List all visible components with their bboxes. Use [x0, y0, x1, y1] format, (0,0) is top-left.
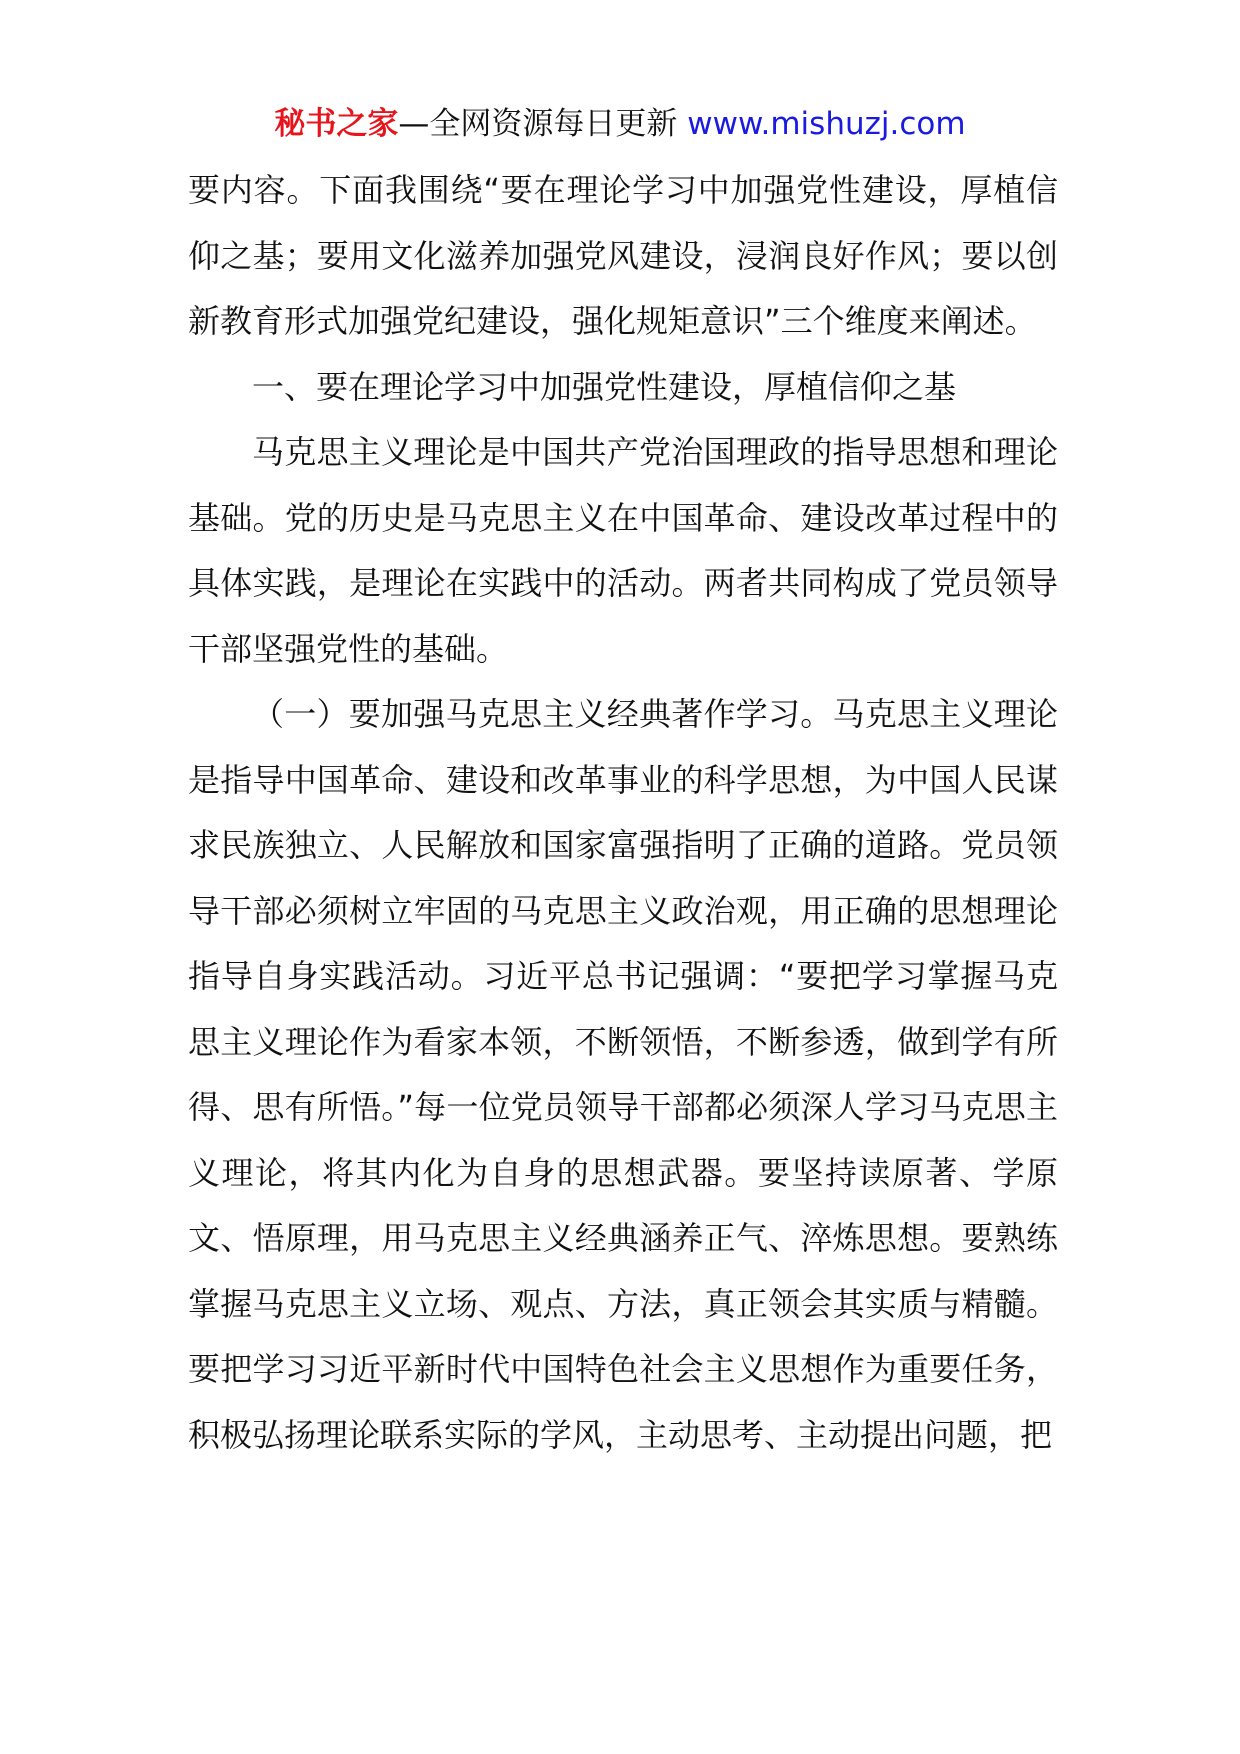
paragraph: （一）要加强马克思主义经典著作学习。马克思主义理论是指导中国革命、建设和改革事业的科学思想，为中国人民谋求民族独立、人民解放和国家富强指明了正确的道路。党员领导干部必须树立牢固的马克思主义政治观，用正确的思想理论指导自身实践活动。习近平总书记强调：“要把学习掌握马克思主义理论作为看家本领，不断领悟，不断参透，做到学有所得、思有所悟。”每一位党员领导干部都必须深人学习马克思主义理论，将其内化为自身的思想武器。要坚持读原著、学原文、悟原理，用马克思主义经典涵养正气、淬炼思想。要熟练掌握马克思主义立场、观点、方法，真正领会其实质与精髓。要把学习习近平新时代中国特色社会主义思想作为重要任务，积极弘扬理论联系实际的学风，主动思考、主动提出问题，把 — [188, 695, 1058, 1454]
paragraph-continuation: 要内容。下面我围绕“要在理论学习中加强党性建设，厚植信仰之基；要用文化滋养加强党风建设，浸润良好作风；要以创新教育形式加强党纪建设，强化规矩意识”三个维度来阐述。 — [188, 171, 1058, 340]
site-url-link[interactable]: www.mishuzj.com — [687, 106, 966, 142]
header-slogan: —全网资源每日更新 — [398, 106, 688, 142]
section-heading: 一、要在理论学习中加强党性建设，厚植信仰之基 — [252, 367, 957, 406]
brand-name: 秘书之家 — [274, 106, 399, 142]
paragraph: 马克思主义理论是中国共产党治国理政的指导思想和理论基础。党的历史是马克思主义在中国革命、建设改革过程中的具体实践，是理论在实践中的活动。两者共同构成了党员领导干部坚强党性的基础。 — [188, 433, 1058, 668]
document-body — [188, 158, 1058, 1468]
site-header — [0, 102, 1240, 146]
